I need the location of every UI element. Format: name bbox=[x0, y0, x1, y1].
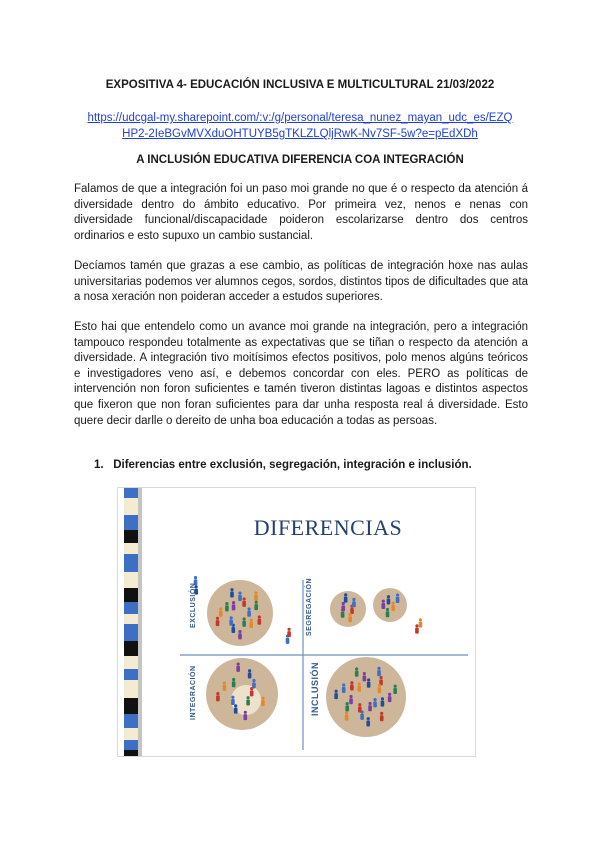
person-body bbox=[231, 699, 235, 705]
person-head bbox=[349, 613, 352, 616]
person-head bbox=[373, 698, 376, 701]
person-head bbox=[382, 600, 385, 603]
person-head bbox=[248, 669, 251, 672]
person-body bbox=[355, 671, 359, 677]
segregation-circle-small bbox=[373, 588, 407, 622]
stripe-block bbox=[124, 572, 138, 588]
person-head bbox=[250, 619, 253, 622]
person-head bbox=[350, 681, 353, 684]
stripe-block bbox=[124, 515, 138, 530]
stripe-block bbox=[124, 728, 138, 740]
person-head bbox=[367, 717, 370, 720]
stripe-block bbox=[124, 624, 138, 641]
video-link-line-1[interactable]: https://udcgal-my.sharepoint.com/:v:/g/personal/teresa_nunez_mayan_udc_es/EZQ bbox=[87, 112, 513, 124]
person-head bbox=[380, 712, 383, 715]
person-body bbox=[261, 700, 265, 706]
person-body bbox=[232, 681, 236, 687]
person-head bbox=[387, 595, 390, 598]
person-head bbox=[243, 597, 246, 600]
person-head bbox=[344, 593, 347, 596]
stripe-block bbox=[124, 656, 138, 669]
stripe-block bbox=[124, 498, 138, 515]
person-head bbox=[415, 624, 418, 627]
list-heading-text: Diferencias entre exclusión, segregación, integración e inclusión. bbox=[113, 459, 472, 471]
stripe-block bbox=[124, 750, 138, 756]
person-head bbox=[246, 696, 249, 699]
person-body bbox=[344, 597, 348, 603]
stripe-block bbox=[124, 488, 138, 498]
person-body bbox=[377, 670, 381, 676]
person-head bbox=[234, 704, 237, 707]
person-body bbox=[419, 622, 423, 628]
stripe-block bbox=[124, 680, 138, 698]
person-body bbox=[249, 622, 253, 628]
video-link[interactable] bbox=[60, 110, 540, 142]
decorative-stripe bbox=[124, 488, 142, 756]
person-body bbox=[254, 595, 258, 601]
section-subtitle: A INCLUSIÓN EDUCATIVA DIFERENCIA COA INTEGRACIÓN bbox=[136, 154, 464, 166]
video-link-line-2[interactable]: HP2-2IeBGvMVXduOHTUYB5gTKLZLQljRwK-Nv7SF-5w?e=pEdXDh bbox=[122, 128, 478, 140]
person-body bbox=[360, 714, 364, 720]
person-body bbox=[381, 701, 385, 707]
person-body bbox=[258, 619, 262, 625]
person-head bbox=[392, 602, 395, 605]
document-title: EXPOSITIVA 4- EDUCACIÓN INCLUSIVA E MULTICULTURAL 21/03/2022 bbox=[105, 79, 495, 91]
person-head bbox=[352, 598, 355, 601]
person-body bbox=[286, 638, 290, 644]
person-head bbox=[381, 697, 384, 700]
person-head bbox=[194, 576, 197, 579]
person-head bbox=[287, 628, 290, 631]
label-exclusion: EXCLUSIÓN bbox=[190, 582, 197, 628]
person-body bbox=[368, 705, 372, 711]
person-body bbox=[231, 627, 235, 633]
stripe-shadow bbox=[138, 488, 142, 756]
stripe-block bbox=[124, 614, 138, 624]
person-body bbox=[357, 686, 361, 692]
inclusion-circle bbox=[326, 657, 406, 737]
person-head bbox=[237, 663, 240, 666]
figure-title: DIFERENCIAS bbox=[253, 515, 403, 540]
person-head bbox=[363, 672, 366, 675]
person-head bbox=[225, 602, 228, 605]
person-body bbox=[287, 631, 291, 637]
stripe-block bbox=[124, 530, 138, 543]
person-head bbox=[258, 615, 261, 618]
person-body bbox=[366, 720, 370, 726]
person-head bbox=[342, 683, 345, 686]
person-body bbox=[393, 688, 397, 694]
person-body bbox=[367, 682, 371, 688]
person-body bbox=[219, 611, 223, 617]
person-head bbox=[254, 591, 257, 594]
person-head bbox=[216, 617, 219, 620]
person-body bbox=[381, 603, 385, 609]
stripe-block bbox=[124, 740, 138, 750]
person-body bbox=[345, 715, 349, 721]
person-head bbox=[216, 692, 219, 695]
stripe-block bbox=[124, 543, 138, 554]
person-head bbox=[346, 702, 349, 705]
person-head bbox=[238, 592, 241, 595]
person-head bbox=[232, 678, 235, 681]
person-body bbox=[363, 675, 367, 681]
person-head bbox=[248, 607, 251, 610]
person-body bbox=[391, 605, 395, 611]
stripe-block bbox=[124, 714, 138, 728]
person-body bbox=[358, 707, 362, 713]
person-head bbox=[386, 608, 389, 611]
stripe-block bbox=[124, 554, 138, 572]
person-head bbox=[230, 616, 233, 619]
person-body bbox=[380, 715, 384, 721]
stripe-block bbox=[124, 602, 138, 614]
person-body bbox=[242, 601, 246, 607]
stripe-block bbox=[124, 698, 138, 714]
person-body bbox=[238, 633, 242, 639]
differences-figure bbox=[117, 487, 476, 757]
person-head bbox=[355, 667, 358, 670]
person-body bbox=[254, 604, 258, 610]
person-head bbox=[219, 607, 222, 610]
person-body bbox=[236, 666, 240, 672]
person-body bbox=[352, 601, 356, 607]
person-body bbox=[223, 685, 227, 691]
person-body bbox=[232, 604, 236, 610]
person-head bbox=[394, 685, 397, 688]
person-head bbox=[396, 594, 399, 597]
person-body bbox=[234, 708, 238, 714]
paragraph-1: Falamos de que a integración foi un paso moi grande no que é o respecto da atención á diversidade dentro do ámbito educativo. Por primeira vez, nenos e nenas con diversidade funcional/discapacidade poideron escolarizarse dentro dos centros ordinarios e esto supuxo un cambio sustancial. bbox=[74, 183, 528, 242]
person-head bbox=[238, 630, 241, 633]
person-body bbox=[388, 696, 392, 702]
list-number: 1. bbox=[94, 459, 104, 471]
person-head bbox=[231, 696, 234, 699]
person-head bbox=[345, 711, 348, 714]
person-body bbox=[230, 591, 234, 597]
person-head bbox=[230, 588, 233, 591]
person-body bbox=[348, 616, 352, 622]
person-body bbox=[250, 690, 254, 696]
person-head bbox=[250, 687, 253, 690]
person-head bbox=[349, 695, 352, 698]
stripe-block bbox=[124, 669, 138, 680]
person-body bbox=[238, 595, 242, 601]
person-body bbox=[349, 698, 353, 704]
person-body bbox=[396, 597, 400, 603]
person-body bbox=[242, 621, 246, 627]
person-body bbox=[216, 620, 220, 626]
person-head bbox=[255, 601, 258, 604]
label-integration: INTEGRACIÓN bbox=[190, 665, 197, 720]
person-body bbox=[225, 605, 229, 611]
stripe-block bbox=[124, 588, 138, 602]
person-body bbox=[345, 705, 349, 711]
person-body bbox=[229, 620, 233, 626]
person-body bbox=[248, 673, 252, 679]
person-head bbox=[232, 601, 235, 604]
person-head bbox=[388, 693, 391, 696]
label-inclusion: INCLUSIÓN bbox=[310, 662, 320, 716]
person-head bbox=[367, 678, 370, 681]
person-body bbox=[216, 695, 220, 701]
person-body bbox=[247, 611, 251, 617]
person-head bbox=[358, 703, 361, 706]
person-body bbox=[341, 612, 345, 618]
label-segregation: SEGREGACIÓN bbox=[306, 577, 313, 636]
person-body bbox=[246, 699, 250, 705]
person-head bbox=[252, 679, 255, 682]
person-head bbox=[379, 676, 382, 679]
segregation-circle-large bbox=[330, 591, 366, 627]
person-body bbox=[334, 693, 338, 699]
person-body bbox=[415, 628, 419, 634]
person-head bbox=[243, 617, 246, 620]
person-head bbox=[261, 697, 264, 700]
person-body bbox=[350, 685, 354, 691]
person-body bbox=[341, 605, 345, 611]
person-body bbox=[386, 611, 390, 617]
paragraph-3: Esto hai que entendelo como un avance moi grande na integración, pero a integración tampouco respondeu totalmente as expectativas que se tiñan o respecto da atención a diversidade. A integración tivo moitísimos efectos positivos, polo menos algúns teóricos e investigadores veno así, e debemos concordar con eles. PERO as políticas de intervención non foron suficientes e tamén tiveron distintas lagoas e distintos aspectos que fixeron que non foran suficientes para dar unha resposta real á diversidade. Esto quere decir darlle o dereito de unha boa educación a todas as persoas. bbox=[74, 321, 528, 427]
stripe-block bbox=[124, 641, 138, 656]
person-body bbox=[244, 714, 248, 720]
person-head bbox=[377, 667, 380, 670]
person-head bbox=[368, 702, 371, 705]
person-body bbox=[378, 687, 382, 693]
person-head bbox=[358, 683, 361, 686]
numbered-heading bbox=[94, 459, 472, 471]
paragraph-2: Decíamos tamén que grazas a ese cambio, as políticas de integración hoxe nas aulas universitarias podemos ver alumnos cegos, sordos, distintos tipos de dificultades que ata a nosa xeración non poideran acceder a estudos superiores. bbox=[74, 260, 528, 304]
person-body bbox=[387, 599, 391, 605]
person-head bbox=[223, 681, 226, 684]
person-head bbox=[378, 684, 381, 687]
person-body bbox=[373, 701, 377, 707]
person-head bbox=[244, 711, 247, 714]
person-body bbox=[342, 687, 346, 693]
person-head bbox=[419, 618, 422, 621]
person-head bbox=[335, 690, 338, 693]
